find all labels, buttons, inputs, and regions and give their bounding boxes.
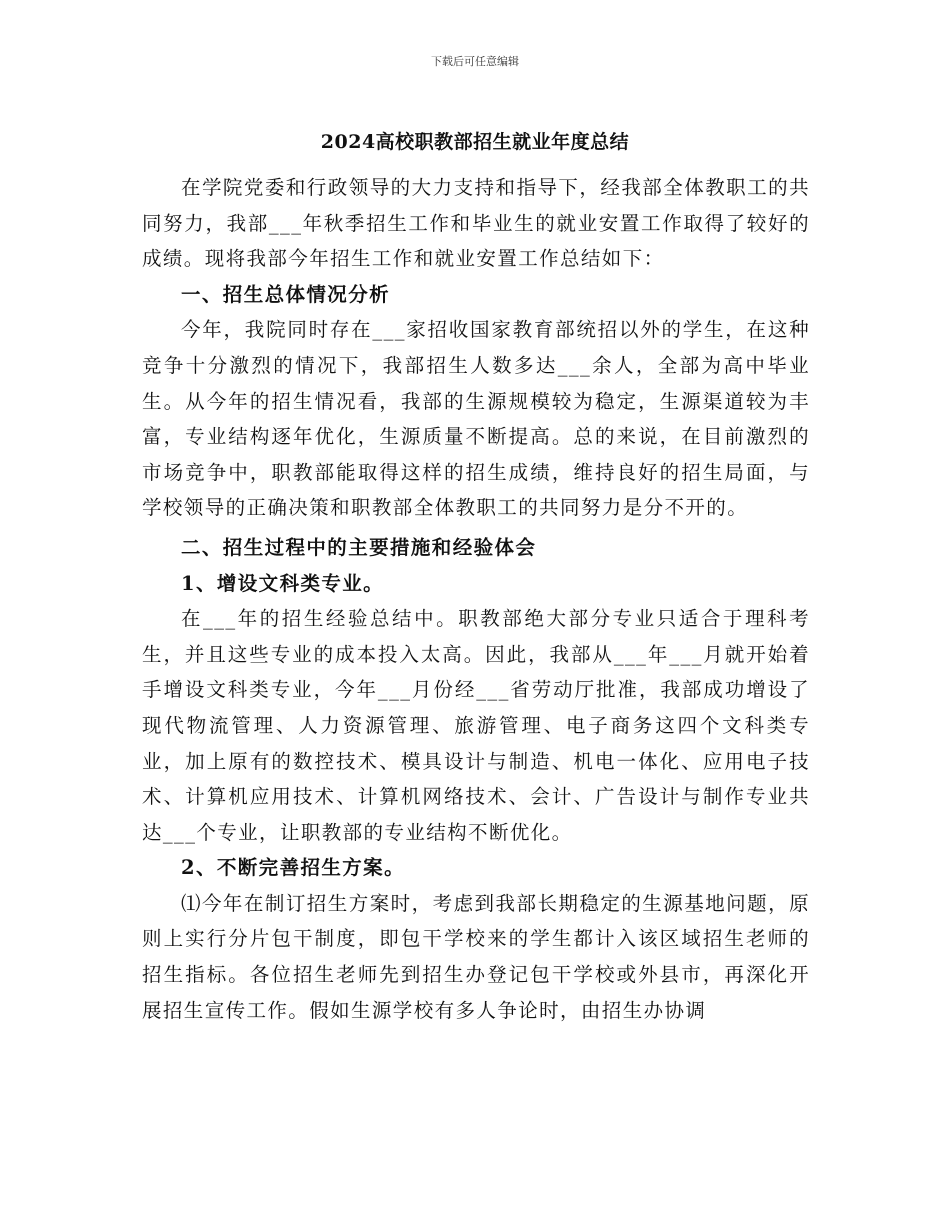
intro-paragraph: 在学院党委和行政领导的大力支持和指导下，经我部全体教职工的共同努力，我部___年秋季招生工作和毕业生的就业安置工作取得了较好的成绩。现将我部今年招生工作和就业安置工作总结如下： <box>142 176 810 271</box>
document-title: 2024高校职教部招生就业年度总结 <box>320 131 630 153</box>
subsection-2-paragraph: ⑴今年在制订招生方案时，考虑到我部长期稳定的生源基地问题，原则上实行分片包干制度，即包干学校来的学生都计入该区域招生老师的招生指标。各位招生老师先到招生办登记包干学校或外县市，再深化开展招生宣传工作。假如生源学校有多人争论时，由招生办协调 <box>142 891 810 1022</box>
subsection-2-heading: 2、不断完善招生方案。 <box>181 856 405 880</box>
subsection-1-paragraph: 在___年的招生经验总结中。职教部绝大部分专业只适合于理科考生，并且这些专业的成本投入太高。因此，我部从___年___月就开始着手增设文科类专业，今年___月份经___省劳动厅批准，我部成功增设了现代物流管理、人力资源管理、旅游管理、电子商务这四个文科类专业，加上原有的数控技术、模具设计与制造、机电一体化、应用电子技术、计算机应用技术、计算机网络技术、会计、广告设计与制作专业共达___个专业，让职教部的专业结构不断优化。 <box>142 607 810 844</box>
subsection-1-heading: 1、增设文科类专业。 <box>181 571 385 595</box>
page-header-note: 下载后可任意编辑 <box>431 55 519 68</box>
document-body <box>142 170 810 1028</box>
section-1-heading: 一、招生总体情况分析 <box>181 282 391 306</box>
section-2-heading: 二、招生过程中的主要措施和经验体会 <box>181 535 537 559</box>
section-1-paragraph: 今年，我院同时存在___家招收国家教育部统招以外的学生，在这种竞争十分激烈的情况下，我部招生人数多达___余人，全部为高中毕业生。从今年的招生情况看，我部的生源规模较为稳定，生源渠道较为丰富，专业结构逐年优化，生源质量不断提高。总的来说，在目前激烈的市场竞争中，职教部能取得这样的招生成绩，维持良好的招生局面，与学校领导的正确决策和职教部全体教职工的共同努力是分不开的。 <box>142 318 810 520</box>
